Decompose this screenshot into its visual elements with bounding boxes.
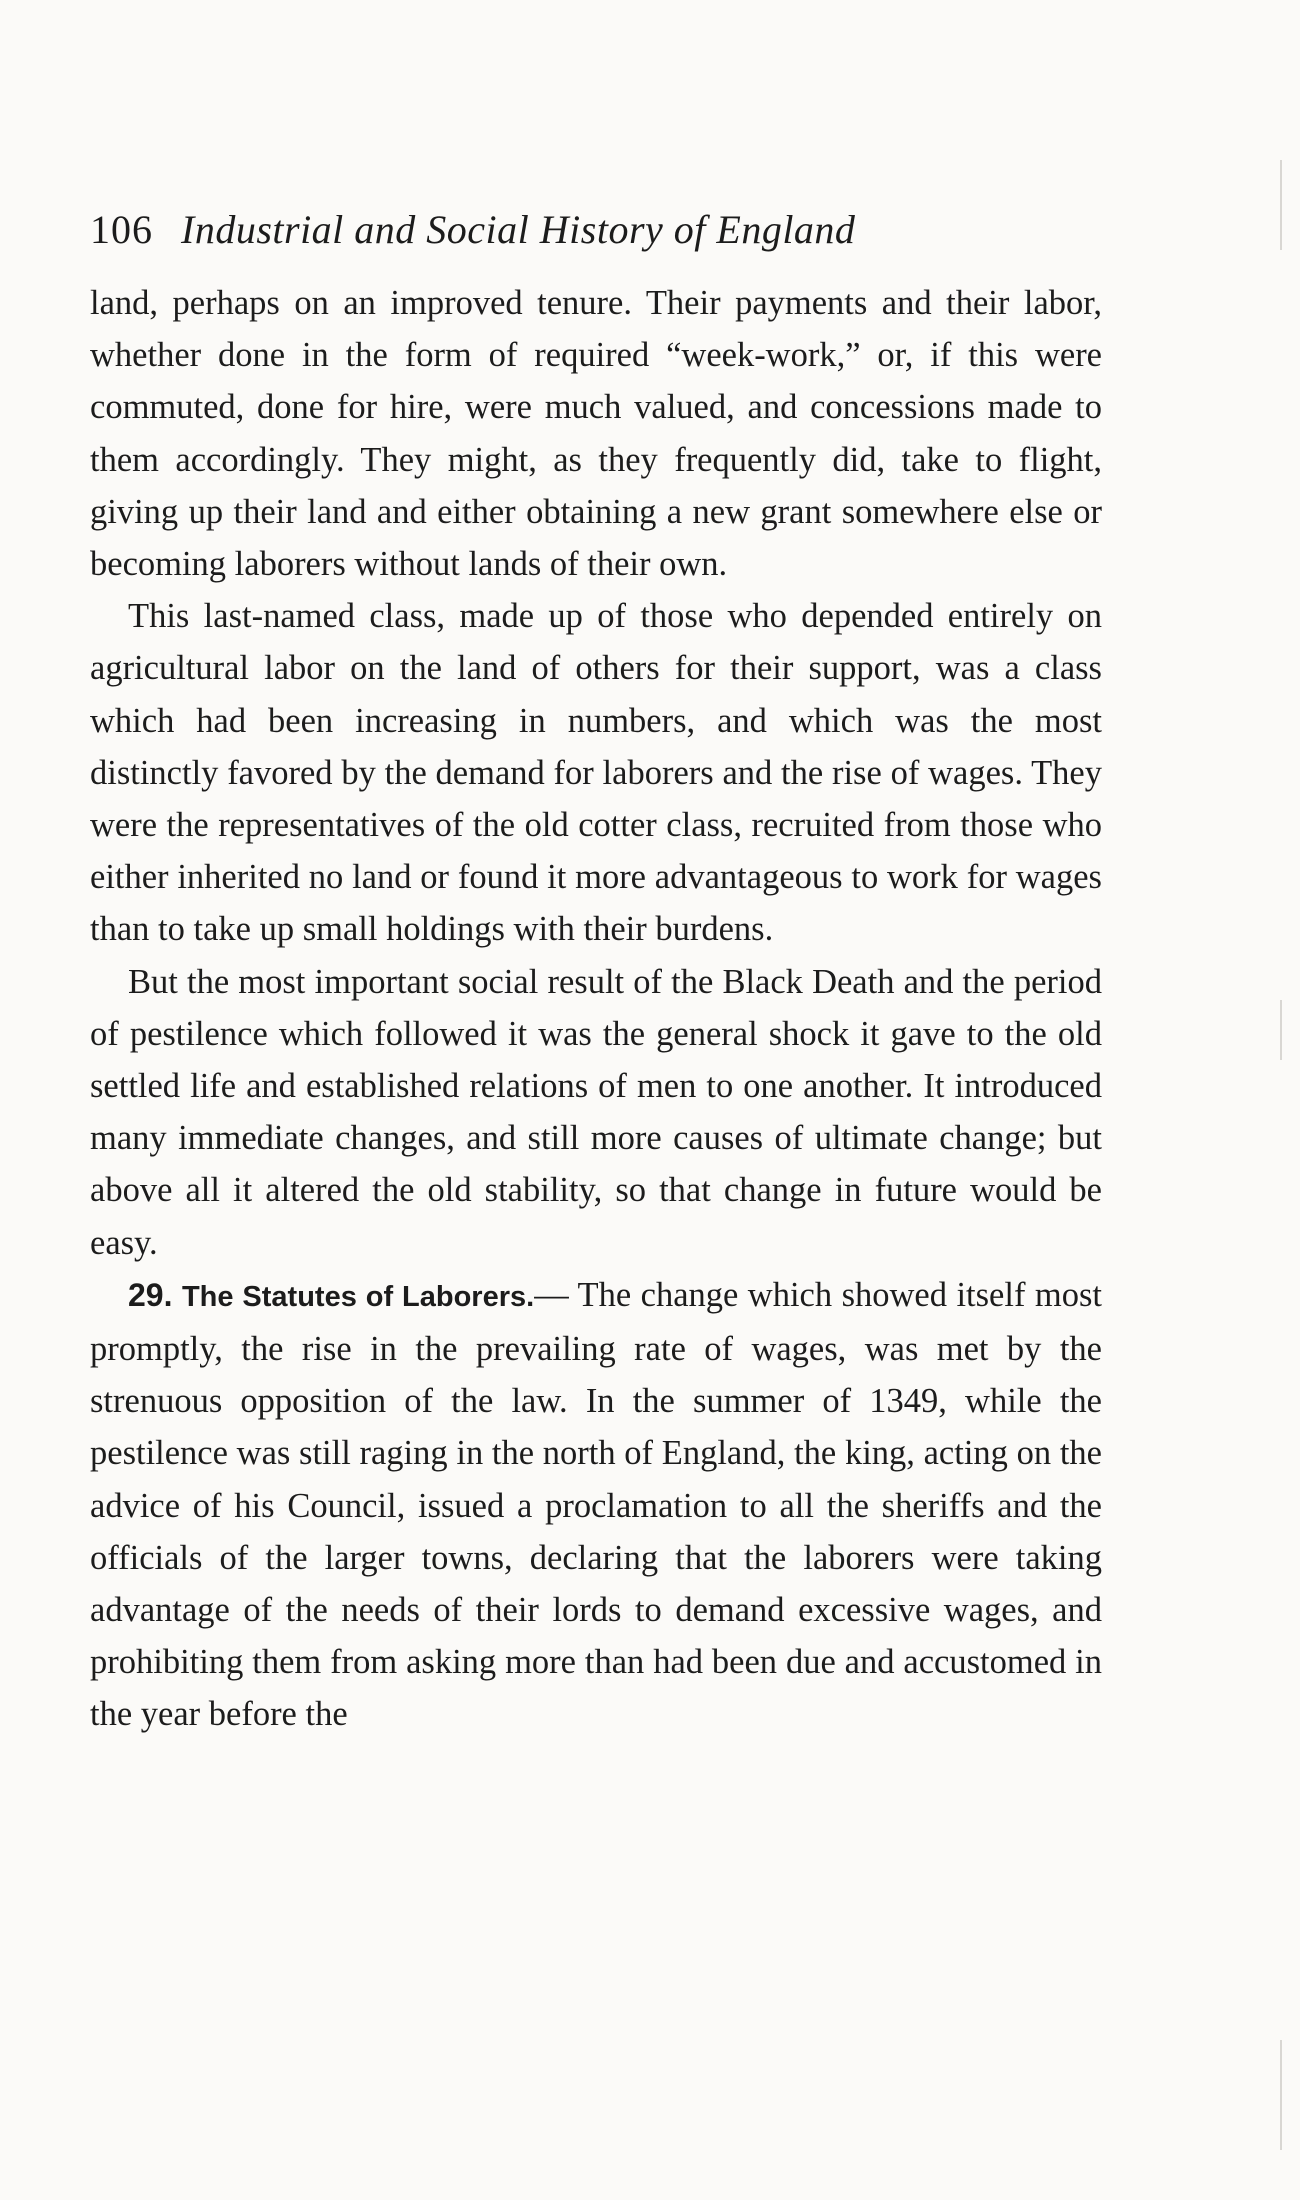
paragraph-social-result: But the most important social result of the Black Death and the period of pestilence which followed it was the general shock it gave to the old settled life and established relations of men to one another. It introduced many immediate changes, and still more causes of ultimate change; but above all it altered the old stability, so that change in future would be easy.: [90, 962, 1102, 1262]
running-title: Industrial and Social History of England: [181, 207, 856, 252]
body-text: [90, 277, 1102, 1741]
running-header: [90, 205, 1102, 255]
paragraph-laborer-class: This last-named class, made up of those who depended entirely on agricultural labor on the land of others for their support, was a class which had been increasing in numbers, and which was the most distinctly favored by the demand for laborers and the rise of wages. They were the representatives of the old cotter class, recruited from those who either inherited no land or found it more advantageous to work for wages than to take up small holdings with their burdens.: [90, 597, 1102, 949]
page-number: 106: [90, 207, 153, 252]
page-edge-mark: [1280, 160, 1282, 250]
page-edge-mark: [1280, 2040, 1282, 2150]
section-paragraph: [90, 1269, 1102, 1741]
section-text: — The change which showed itself most promptly, the rise in the prevailing rate of wages, was met by the strenuous opposition of the law. In the summer of 1349, while the pestilence was still raging in the north of England, the king, acting on the advice of his Council, issued a proclamation to all the sheriffs and the officials of the larger towns, declaring that the laborers were taking advantage of the needs of their lords to demand excessive wages, and prohibiting them from asking more than had been due and accustomed in the year before the: [90, 1275, 1103, 1734]
paragraph-continued: land, perhaps on an improved tenure. Their payments and their labor, whether done in the form of required “week-work,” or, if this were commuted, done for hire, were much valued, and concessions made to them accordingly. They might, as they frequently did, take to flight, giving up their land and either obtaining a new grant somewhere else or becoming laborers without lands of their own.: [90, 284, 1102, 584]
section-number: 29.: [128, 1276, 173, 1313]
page-edge-mark: [1280, 1000, 1282, 1060]
section-title: The Statutes of Laborers.: [181, 1280, 535, 1313]
book-page: [90, 205, 1102, 1741]
